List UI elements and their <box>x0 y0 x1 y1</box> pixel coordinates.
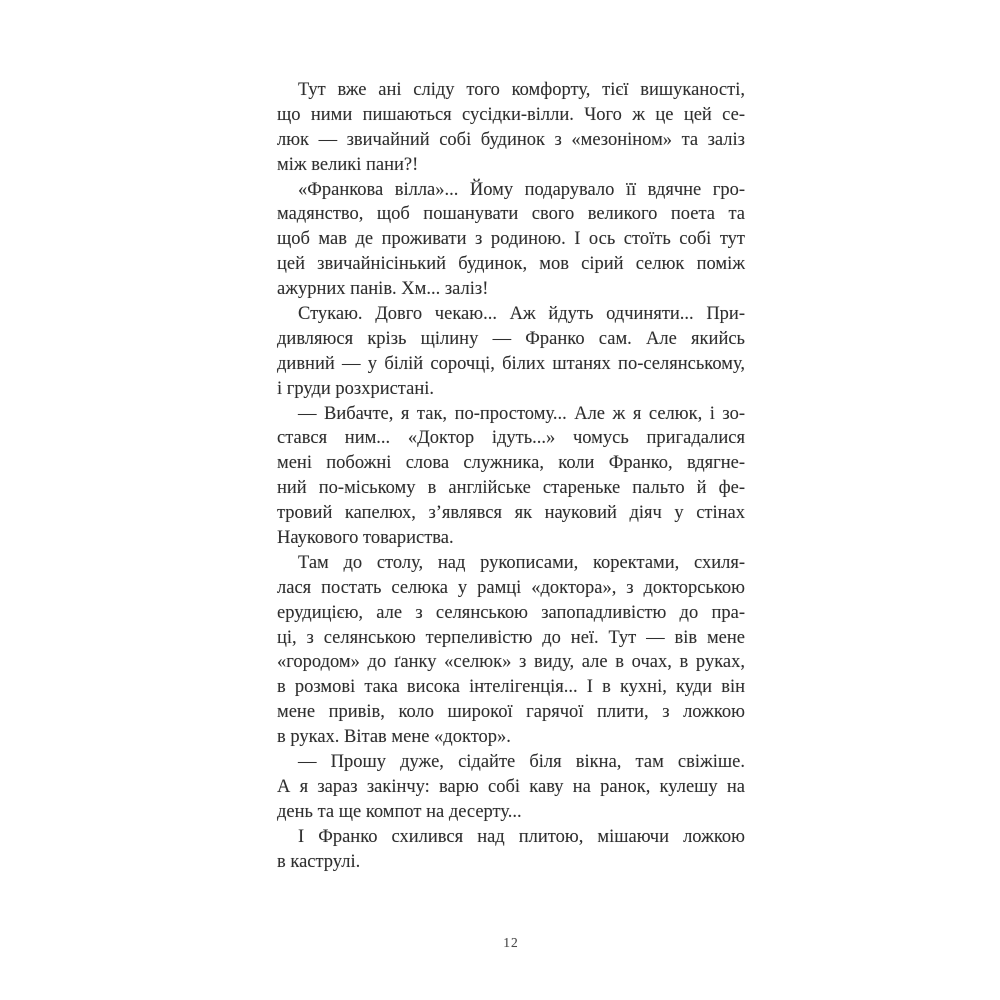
text-line: щоб мав де проживати з родиною. І ось стоїть собі тут <box>277 229 745 250</box>
text-block <box>277 78 745 875</box>
paragraph <box>277 302 745 402</box>
text-line: — Вибачте, я так, по-простому... Але ж я селюк, і зо- <box>298 403 745 424</box>
text-line: Наукового товариства. <box>277 528 454 549</box>
text-line: Стукаю. Довго чекаю... Аж йдуть одчиняти... При- <box>298 304 745 325</box>
text-line: ці, з селянською терпеливістю до неї. Тут — вів мене <box>277 627 745 648</box>
text-line: мадянство, щоб пошанувати свого великого поета та <box>277 204 745 225</box>
text-line: «Франкова вілла»... Йому подарувало її вдячне гро- <box>298 179 745 200</box>
text-line: А я зараз закінчу: варю собі каву на ранок, кулешу на <box>277 776 745 797</box>
text-line: дивний — у білій сорочці, білих штанях по-селянському, <box>277 353 745 374</box>
text-line: мене привів, коло широкої гарячої плити, з ложкою <box>277 702 745 723</box>
page-number: 12 <box>503 935 519 950</box>
text-line: ерудицією, але з селянською запопадливістю до пра- <box>277 602 745 623</box>
text-line: ний по-міському в англійське стареньке пальто й фе- <box>277 478 745 499</box>
text-line: дивляюся крізь щілину — Франко сам. Але якийсь <box>277 328 745 349</box>
text-line: в руках. Вітав мене «доктор». <box>277 727 511 748</box>
text-line: люк — звичайний собі будинок з «мезоніном» та заліз <box>277 129 745 150</box>
text-line: між великі пани?! <box>277 154 419 175</box>
text-line: і груди розхристані. <box>277 378 434 399</box>
text-line: «городом» до ґанку «селюк» з виду, але в очах, в руках, <box>277 652 745 673</box>
text-line: мені побожні слова служника, коли Франко, вдягне- <box>277 453 745 474</box>
text-line: лася постать селюка у рамці «доктора», з докторською <box>277 577 745 598</box>
text-line: що ними пишаються сусідки-вілли. Чого ж це цей се- <box>277 104 745 125</box>
text-line: І Франко схилився над плитою, мішаючи ложкою <box>298 826 745 847</box>
paragraph <box>277 750 745 825</box>
text-line: цей звичайнісінький будинок, мов сірий селюк поміж <box>277 254 745 275</box>
paragraph <box>277 178 745 302</box>
text-line: Тут вже ані сліду того комфорту, тієї вишуканості, <box>298 80 745 100</box>
paragraph <box>277 402 745 551</box>
paragraph <box>277 825 745 875</box>
paragraph <box>277 551 745 750</box>
text-line: в каструлі. <box>277 851 361 872</box>
text-line: день та ще компот на десерту... <box>277 801 522 822</box>
text-line: Там до столу, над рукописами, коректами, схиля- <box>298 552 745 573</box>
text-line: ажурних панів. Хм... заліз! <box>277 279 489 300</box>
paragraph <box>277 78 745 178</box>
text-line: в розмові така висока інтелігенція... І в кухні, куди він <box>277 677 745 698</box>
text-line: стався ним... «Доктор ідуть...» чомусь пригадалися <box>277 428 745 449</box>
text-line: — Прошу дуже, сідайте біля вікна, там свіжіше. <box>298 752 745 773</box>
text-line: тровий капелюх, з’являвся як науковий діяч у стінах <box>277 503 745 524</box>
